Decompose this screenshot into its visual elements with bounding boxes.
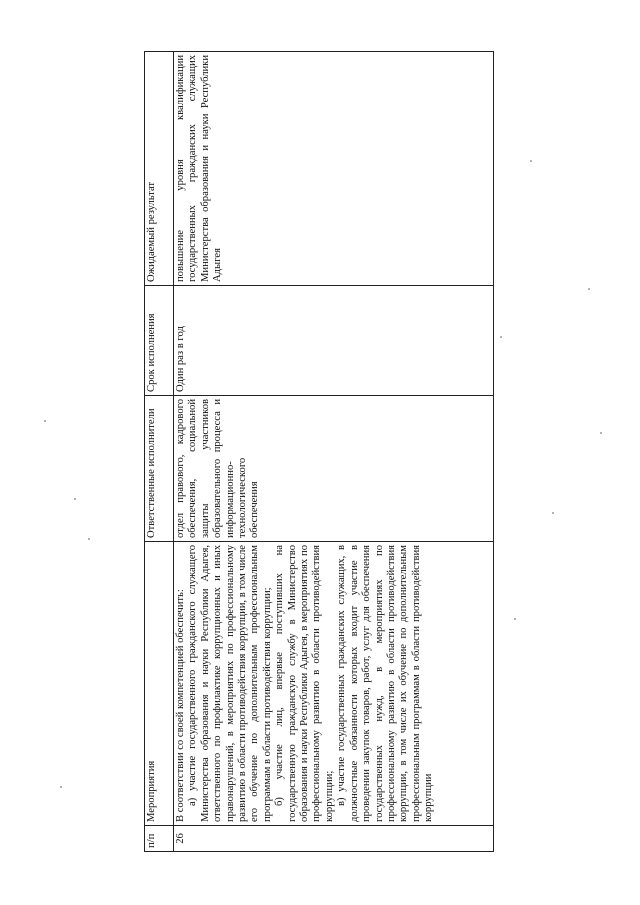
header-responsible: Ответственные исполнители xyxy=(145,396,174,542)
row-responsible: отдел правового, кадрового обеспечения, социальной защиты участников образовательного процесса и информационно-технологического обеспечения xyxy=(174,396,494,542)
row-num: 26 xyxy=(174,826,494,852)
scan-speck xyxy=(600,432,602,434)
measures-item-b: б) участие лиц, впервые поступивших на государственную гражданскую службу в Министерство образования и науки Республики Адыгея, в мероприятиях по профессиональному развитию в области противодействия коррупции; xyxy=(274,545,335,822)
header-measures: Мероприятия xyxy=(145,542,174,826)
scan-speck xyxy=(530,160,532,162)
rotated-table-wrapper xyxy=(144,52,494,852)
header-result: Ожидаемый результат xyxy=(145,52,174,286)
scan-speck xyxy=(44,420,46,422)
measures-item-a: а) участие государственного гражданского служащего Министерства образования и науки Республики Адыгея, ответственного по профилактике коррупционных и иных правонарушений, в мероприятиях по профессиональному развитию в области противодействия коррупции, в том числе его обучение по дополнительным профессиональным программам в области противодействия коррупции; xyxy=(187,545,273,822)
table-row xyxy=(174,52,494,852)
scan-speck xyxy=(552,512,554,514)
scan-speck xyxy=(88,538,90,540)
scan-speck xyxy=(60,786,62,788)
row-deadline: Один раз в год xyxy=(174,286,494,396)
scan-speck xyxy=(514,618,516,620)
measures-intro: В соответствии со своей компетенцией обеспечить: xyxy=(175,589,186,822)
header-deadline: Срок исполнения xyxy=(145,286,174,396)
row-measures xyxy=(174,542,494,826)
scan-speck xyxy=(588,288,590,290)
scan-speck xyxy=(74,498,76,500)
row-result: повышение уровня квалификации государственных гражданских служащих Министерства образования и науки Республики Адыгея xyxy=(174,52,494,286)
table-header-row xyxy=(145,52,174,852)
header-num: п/п xyxy=(145,826,174,852)
scan-speck xyxy=(500,336,502,338)
measures-table xyxy=(144,51,494,852)
measures-item-c: в) участие государственных гражданских служащих, в должностные обязанности которых входит участие в проведении закупок товаров, работ, услуг для обеспечения государственных нужд, в мероприятиях по профессиональному развитию в области противодействия коррупции, в том числе их обучение по дополнительным профессиональным программам в области противодействия коррупции xyxy=(336,545,435,822)
